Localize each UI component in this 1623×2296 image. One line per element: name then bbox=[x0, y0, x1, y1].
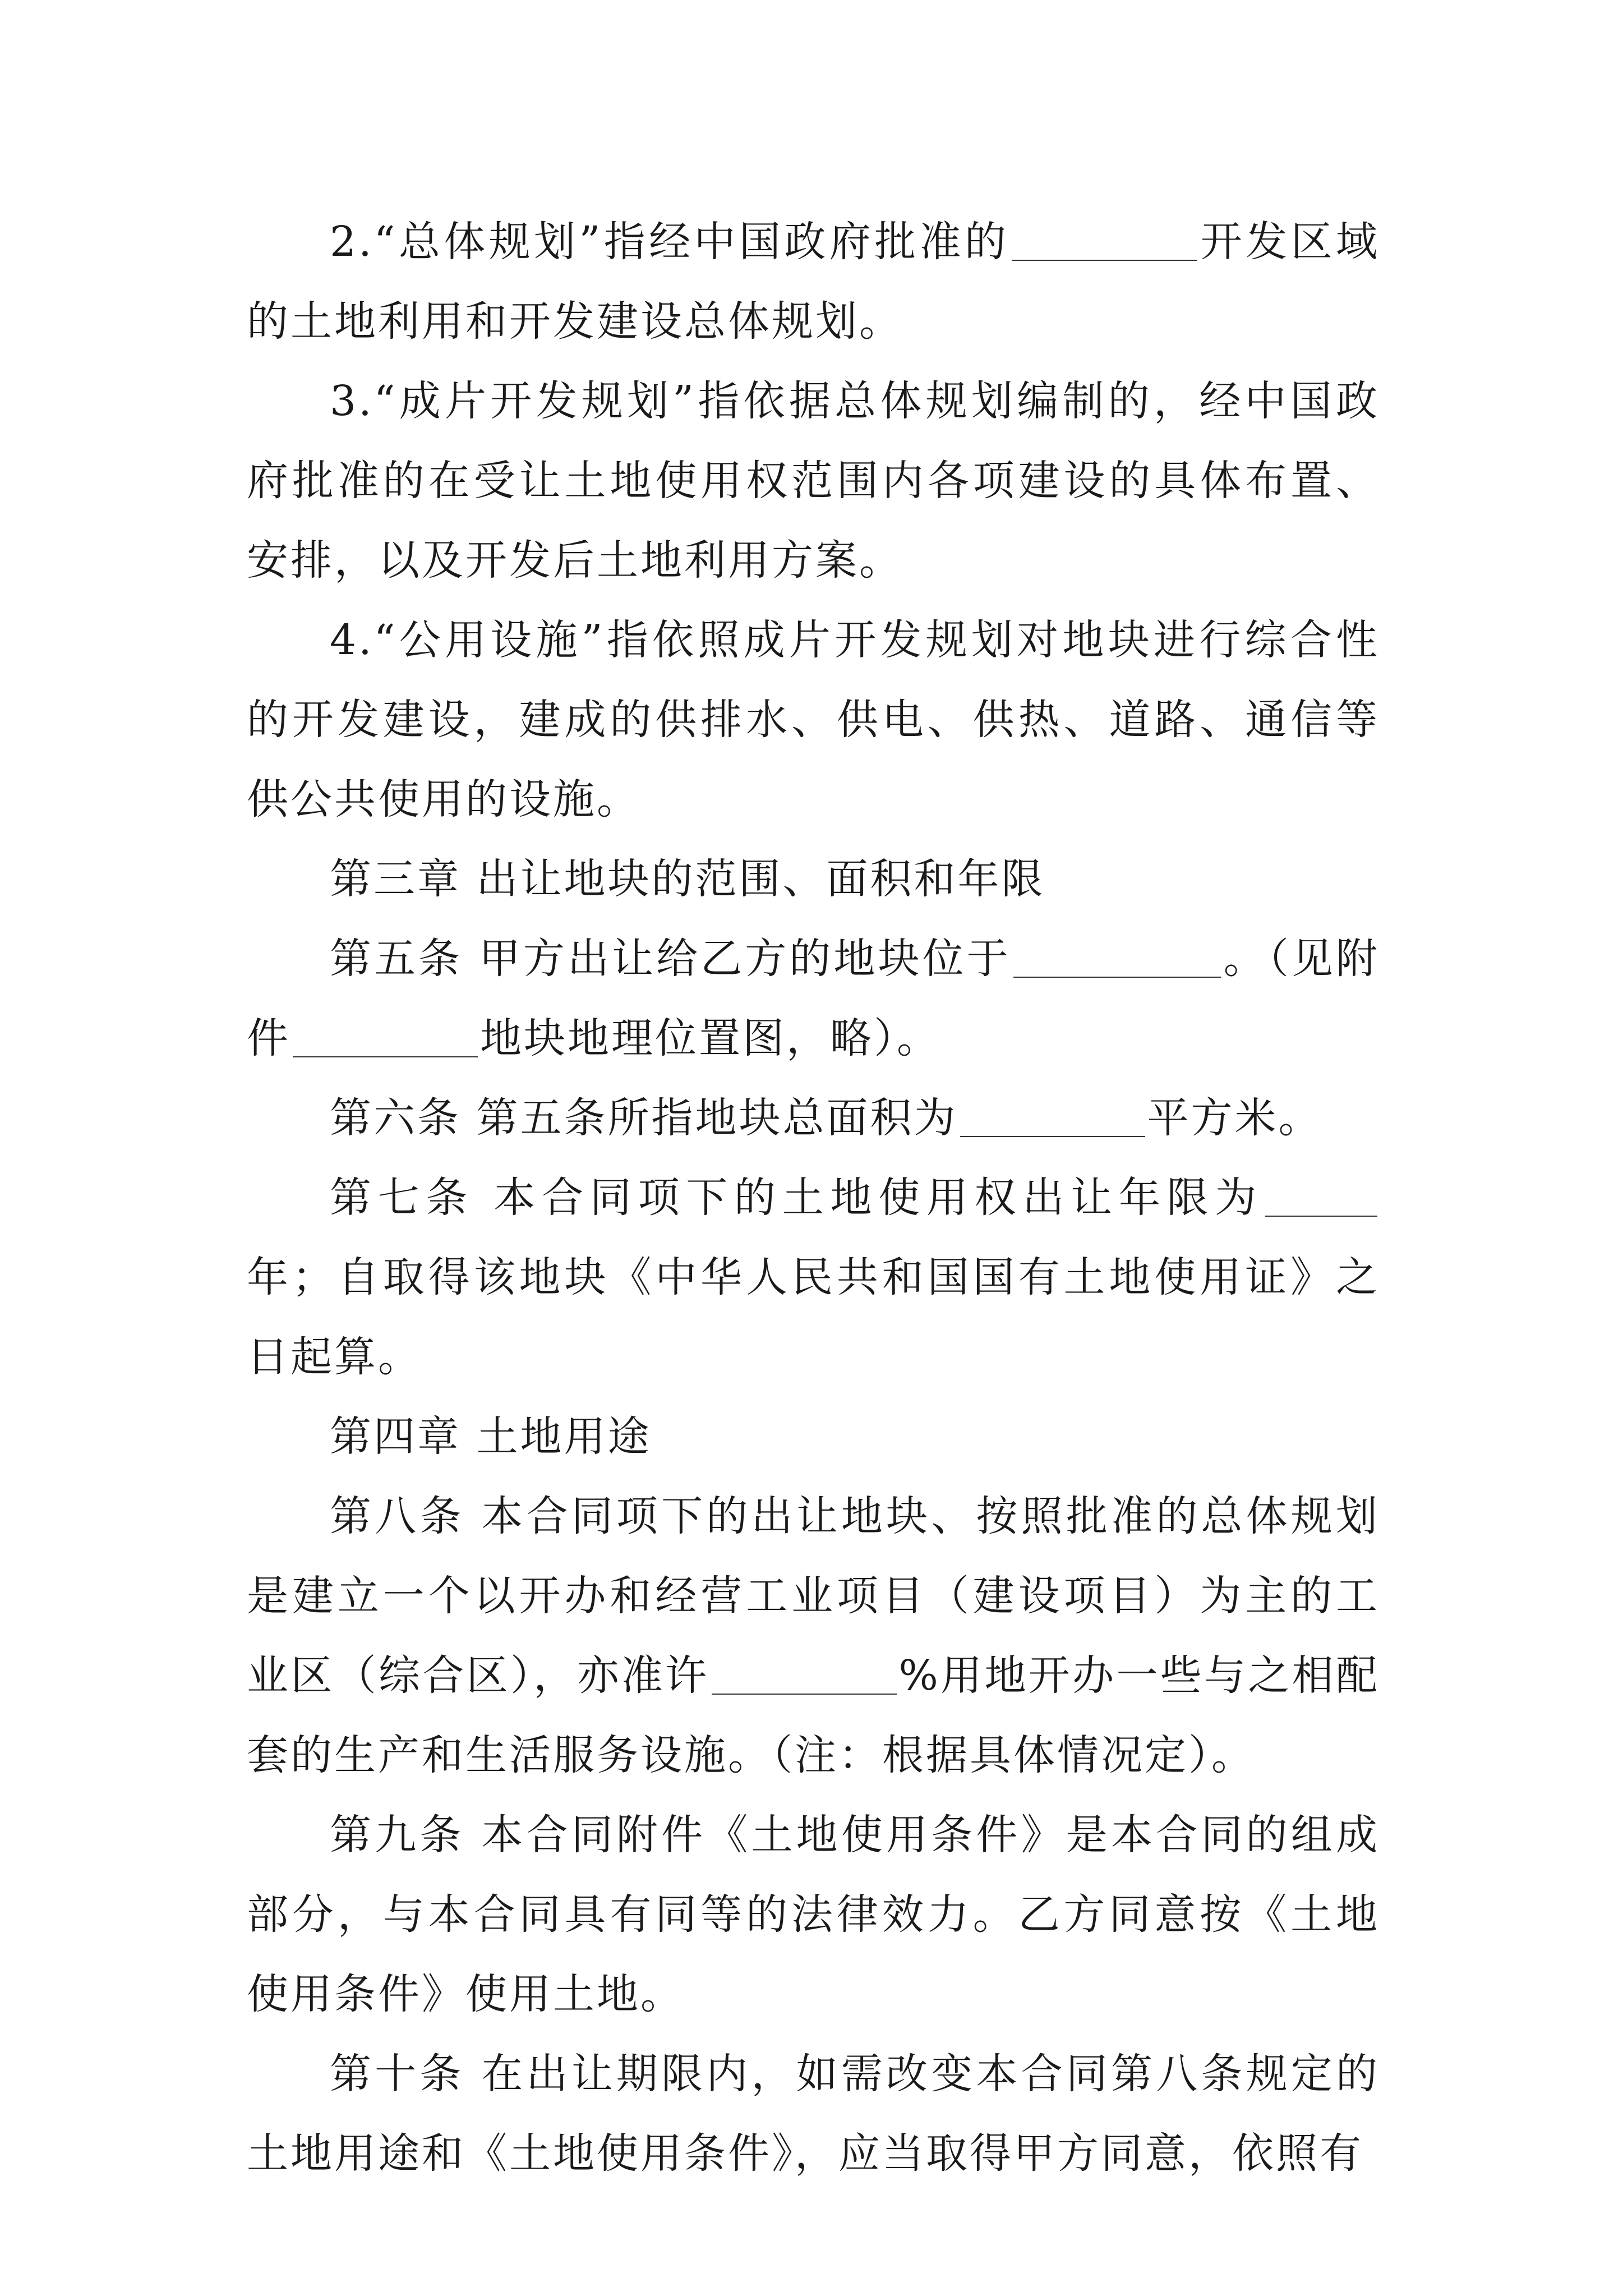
paragraph-definition-public-facilities bbox=[247, 600, 1380, 839]
paragraph-text: 第九条 本合同附件《土地使用条件》是本合同的组成部分，与本合同具有同等的法律效力。乙方同意按《土地使用条件》使用土地。 bbox=[247, 1811, 1380, 2018]
document-body bbox=[247, 202, 1380, 2193]
blank-field-total-area bbox=[960, 1097, 1145, 1137]
paragraph-text: 第六条 第五条所指地块总面积为 bbox=[330, 1094, 958, 1142]
blank-field-term-years bbox=[1265, 1176, 1377, 1217]
chapter-heading-4 bbox=[247, 1397, 1380, 1476]
heading-text: 第四章 土地用途 bbox=[330, 1412, 652, 1461]
paragraph-definition-area-plan bbox=[247, 361, 1380, 600]
article-8 bbox=[247, 1476, 1380, 1795]
paragraph-text: %用地开办一些与之相配套的生产和生活服务设施。（注：根据具体情况定）。 bbox=[247, 1651, 1380, 1779]
paragraph-text: 第七条 本合同项下的土地使用权出让年限为 bbox=[330, 1174, 1263, 1222]
article-6 bbox=[247, 1078, 1380, 1158]
paragraph-text: 平方米。 bbox=[1147, 1094, 1322, 1142]
paragraph-definition-master-plan bbox=[247, 202, 1380, 361]
paragraph-text: 第五条 甲方出让给乙方的地块位于 bbox=[330, 935, 1011, 983]
article-7 bbox=[247, 1158, 1380, 1397]
heading-text: 第三章 出让地块的范围、面积和年限 bbox=[330, 855, 1045, 903]
article-9 bbox=[247, 1795, 1380, 2034]
paragraph-text: 3.“成片开发规划”指依据总体规划编制的，经中国政府批准的在受让土地使用权范围内各项建设的具体布置、安排，以及开发后土地利用方案。 bbox=[247, 377, 1380, 585]
paragraph-text: 开发区域的土地利用和开发建设总体规划。 bbox=[247, 218, 1380, 346]
blank-field-plot-location bbox=[1013, 937, 1221, 978]
article-10 bbox=[247, 2034, 1380, 2193]
paragraph-text: 第八条 本合同项下的出让地块、按照批准的总体规划是建立一个以开办和经营工业项目（建设项目）为主的工业区（综合区），亦准许 bbox=[247, 1492, 1380, 1700]
paragraph-text: 第十条 在出让期限内，如需改变本合同第八条规定的土地用途和《土地使用条件》，应当取得甲方同意，依照有 bbox=[247, 2050, 1380, 2178]
chapter-heading-3 bbox=[247, 839, 1380, 919]
blank-field-attachment-number bbox=[293, 1017, 478, 1057]
blank-field-development-zone bbox=[1012, 220, 1197, 261]
paragraph-text: 。（见附件 bbox=[247, 935, 1380, 1062]
paragraph-text: 4.“公用设施”指依照成片开发规划对地块进行综合性的开发建设，建成的供排水、供电、供热、道路、通信等供公共使用的设施。 bbox=[247, 616, 1380, 823]
blank-field-percentage bbox=[712, 1654, 897, 1695]
article-5 bbox=[247, 919, 1380, 1078]
paragraph-text: 地块地理位置图，略）。 bbox=[480, 1014, 940, 1062]
paragraph-text: 2.“总体规划”指经中国政府批准的 bbox=[330, 218, 1010, 266]
paragraph-text: 年；自取得该地块《中华人民共和国国有土地使用证》之日起算。 bbox=[247, 1253, 1380, 1381]
